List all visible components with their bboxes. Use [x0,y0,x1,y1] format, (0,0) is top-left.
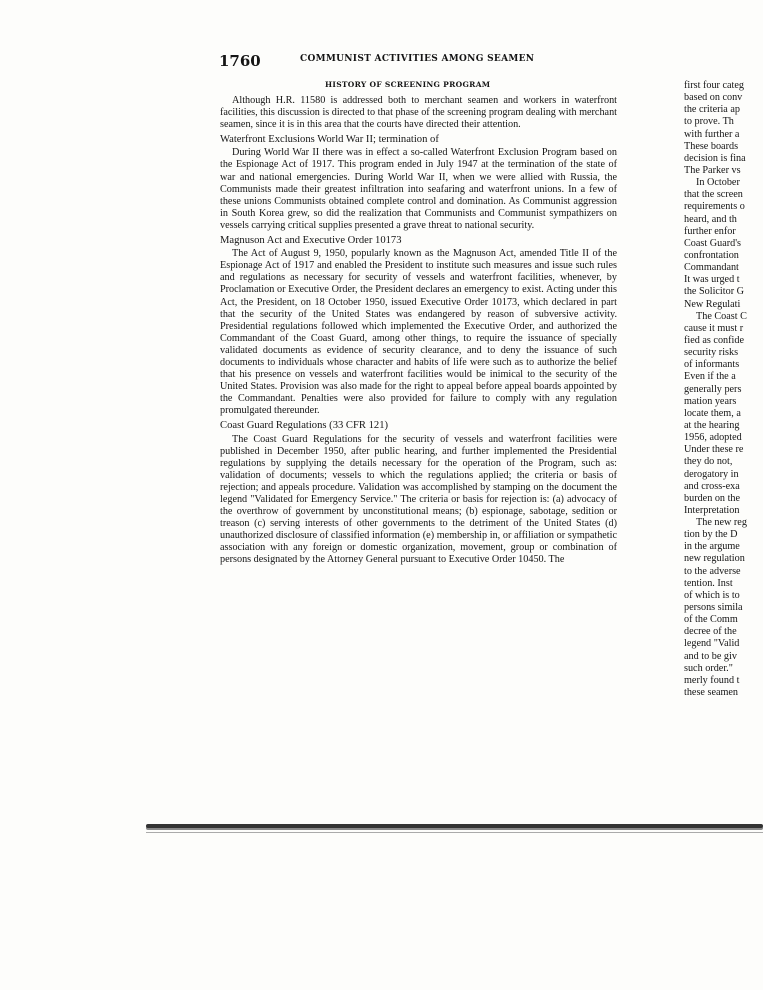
right-column-line: legend "Valid [684,638,740,650]
right-column-line: such order." [684,662,733,674]
right-column-line: the criteria ap [684,104,740,116]
right-column-line: fied as confide [684,334,744,346]
heading-magnuson: Magnuson Act and Executive Order 10173 [220,235,402,247]
right-column-line: The Parker vs [684,164,741,176]
right-column-line: further enfor [684,225,736,237]
right-column-line: tion by the D [684,529,738,541]
right-column-line: burden on the [684,492,741,504]
right-column-line: persons simila [684,602,743,614]
right-column-line: heard, and th [684,213,737,225]
right-column-line: decree of the [684,626,737,638]
right-column-line: of the Comm [684,614,738,626]
right-column-line: first four categ [684,80,744,91]
page-number: 1760 [219,52,261,70]
right-column-line: that the screen [684,189,743,201]
paragraph-waterfront: During World War II there was in effect a so-called Waterfront Exclusion Program based on the Espionage Act of 1917. This program ended in July 1947 at the termination of the state of war and national emergencies. During World War II, when we were allied with Russia, the Communists made their greatest infiltration into seafaring and waterfront unions. In a few of these unions Communists obtained complete control and domination. As Communist aggression in South Korea grew, so did the realization that Communists and Communist sympathizers on vessels carrying critical supplies presented a grave threat to national security. [220,147,617,231]
right-column-line: of informants [684,359,740,371]
right-column-line: to prove. Th [684,116,734,128]
right-column-line: and to be giv [684,650,737,662]
right-column-line: these seamen [684,687,739,699]
right-column-line: the Solicitor G [684,286,744,298]
right-column-line: they do not, [684,456,733,468]
heading-coastguard: Coast Guard Regulations (33 CFR 121) [220,420,389,432]
right-column-line: based on conv [684,92,743,104]
right-column-line: merly found t [684,674,740,686]
right-column-line: Even if the a [684,371,736,383]
right-column-line: confrontation [684,249,739,261]
right-column-line: to the adverse [684,565,741,577]
right-column-line: It was urged t [684,274,740,286]
right-column-line: Commandant [684,262,739,274]
paragraph-magnuson: The Act of August 9, 1950, popularly known as the Magnuson Act, amended Title II of the Espionage Act of 1917 and enabled the President to institute such measures and issue such rules and regulations as necessary for security of vessels and waterfront facilities, whenever, by Proclamation or Executive Order, the President declares an emergency to exist. Acting under this Act, the President, on 18 October 1950, issued Executive Order 10173, which declared in part that the security of the United States was endangered by reason of subversive activity. Presidential regulations followed which implemented the Executive Order, and authorized the Commandant of the Coast Guard, among other things, to require the issuance of specially validated documents as evidence of security clearance, and to deny the issuance of such documents to individuals whose character and habits of life were such as to authorize the belief that his presence on vessels and waterfront facilities would be inimical to the security of the United States. Provision was also made for the right to appeal before appeal boards appointed by the Commandant. Penalties were also provided for failure to comply with any regulation promulgated thereunder. [220,248,617,417]
bottom-rule-shadow [146,832,763,833]
right-column-line: with further a [684,128,740,140]
right-column-line: locate them, a [684,407,741,419]
right-column-line: requirements o [684,201,745,213]
right-column-line: of which is to [684,589,740,601]
right-column-line: The Coast C [696,310,747,322]
right-column-line: New Regulati [684,298,741,310]
right-column-line: 1956, adopted [684,432,742,444]
right-column-line: decision is fina [684,152,746,164]
right-column-line: mation years [684,395,737,407]
right-column-line: derogatory in [684,468,739,480]
right-column-line: in the argume [684,541,740,553]
running-head: COMMUNIST ACTIVITIES AMONG SEAMEN [300,54,535,64]
right-column-line: and cross-exa [684,480,740,492]
intro-paragraph: Although H.R. 11580 is addressed both to merchant seamen and workers in waterfront facilities, this discussion is directed to that phase of the screening program dealing with merchant seamen, since it is in this area that the courts have directed their attention. [220,95,617,131]
left-column [220,95,617,567]
right-column-line: new regulation [684,553,745,565]
bottom-rule [146,824,763,828]
right-column-line: These boards [684,140,739,152]
heading-waterfront: Waterfront Exclusions World War II; termination of [220,134,439,146]
right-column-line: The new reg [696,517,747,529]
paragraph-coastguard: The Coast Guard Regulations for the security of vessels and waterfront facilities were published in December 1950, after public hearing, and further implemented the Presidential regulations by supplying the details necessary for the operation of the Program, such as: validation of documents; vessels to which the regulations applied; the criteria or basis of rejection; and appeals procedure. Validation was accomplished by stamping on the document the legend "Validated for Emergency Service." The criteria or basis for rejection is: (a) advocacy of the overthrow of government by unconstitutional means; (b) espionage, sabotage, sedition or treason (c) serving interests of other governments to the detriment of the United States (d) unauthorized disclosure of classified information (e) membership in, or affiliation or sympathetic association with any foreign or domestic organization, movement, group or combination of persons designated by the Attorney General pursuant to Executive Order 10450. The [220,433,617,566]
right-column-fragment [684,80,763,699]
right-column-line: at the hearing [684,419,740,431]
right-column-line: In October [696,177,740,189]
section-title: HISTORY OF SCREENING PROGRAM [325,80,491,89]
right-column-line: Under these re [684,444,744,456]
right-column-line: cause it must r [684,322,744,334]
right-column-line: Coast Guard's [684,237,742,249]
right-column-line: generally pers [684,383,742,395]
right-column-line: Interpretation [684,504,740,516]
right-column-line: tention. Inst [684,577,733,589]
right-column-line: security risks [684,347,739,359]
